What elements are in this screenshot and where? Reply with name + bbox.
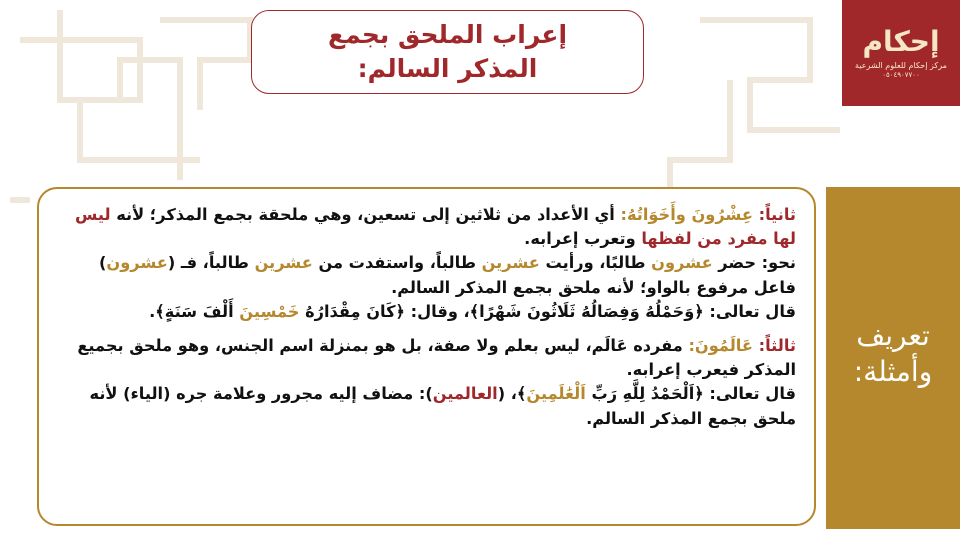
section2-quran-mid: شَهْرًا﴾، وقال: ﴿كَانَ مِقْدَارُهُ [305,301,522,321]
section2-ex-word-2: عشرين [481,253,540,273]
section2-quran-prefix: قال تعالى: ﴿ [694,301,796,321]
section3-quran-1: اَلْحَمْدُ لِلَّهِ رَبِّ [591,384,695,404]
section2-definition [55,203,796,251]
section3-heading: ثالثاً: [758,336,796,356]
section2-ex-text-4: ) فاعل مرفوع بالواو؛ لأنه ملحق بجمع المذكر السالم. [98,253,796,297]
section2-quran [55,300,796,324]
brand-logo [842,0,960,106]
section2-def-red: ليس لها مفرد من لفظها [74,205,796,249]
section3-quran [55,382,796,430]
content-box [37,187,816,526]
section2-ex-prefix: نحو: حضر [718,253,796,273]
section3-quran-prefix: قال تعالى: ﴿ [694,384,796,404]
section2-def-before: أي الأعداد من ثلاثين إلى تسعين، وهي ملحقة بجمع المذكر؛ لأنه [116,205,615,224]
section2-quran-1: وَحَمْلُهُ وَفِصَالُهُ ثَلَاثُونَ [527,301,695,321]
slide-title [251,10,644,94]
section3-word: العالمين [432,384,498,404]
section3-quran-word: اَلْعَٰلَمِينَ [526,384,586,404]
side-label-line-2: وأمثلة: [853,355,933,388]
section2-def-after: وتعرب إعرابه. [524,229,636,249]
section3-term: عَالَمُونَ: [688,336,753,356]
logo-subtitle: مركز إحكام للعلوم الشرعية [855,61,947,70]
section2-quran-end: أَلْفَ سَنَةٍ﴾. [149,301,234,321]
title-line-1: إعراب الملحق بجمع [328,20,568,49]
section2-term: عِشْرُونَ وأَخَوَاتُهُ: [620,205,753,224]
section3-explain: ): مضاف إليه مجرور وعلامة جره (الياء) لأنه ملحق بجمع المذكر السالم. [89,384,796,428]
section3-def: مفرده عَالَم، ليس بعلم ولا صفة، بل هو بمنزلة اسم الجنس، وهو ملحق بجميع المذكر فيعرب إعرابه. [77,336,796,380]
section2-ex-word-1: عشرون [651,253,713,273]
section3-definition [55,334,796,382]
section2-ex-word-3: عشرين [254,253,313,273]
section2-heading: ثانياً: [758,205,796,224]
section2-ex-word-4: عشرون [106,253,168,273]
side-label [826,318,960,390]
side-label-line-1: تعريف [856,319,930,352]
section3-quran-end: ﴾، ( [497,384,527,404]
logo-mark: إحكام [862,25,940,58]
section2-ex-text-1: طالبًا، ورأيت [545,253,646,273]
section2-ex-text-3: طالباً، فـ ( [167,253,249,273]
logo-phone: ٠٥٠٤٩٠٧٧٠٠ [882,71,920,79]
section2-ex-text-2: طالباً، واستفدت من [318,253,476,273]
section2-quran-2: خَمْسِينَ [239,301,300,321]
section2-example [55,251,796,299]
title-line-2: المذكر السالم: [357,54,538,83]
